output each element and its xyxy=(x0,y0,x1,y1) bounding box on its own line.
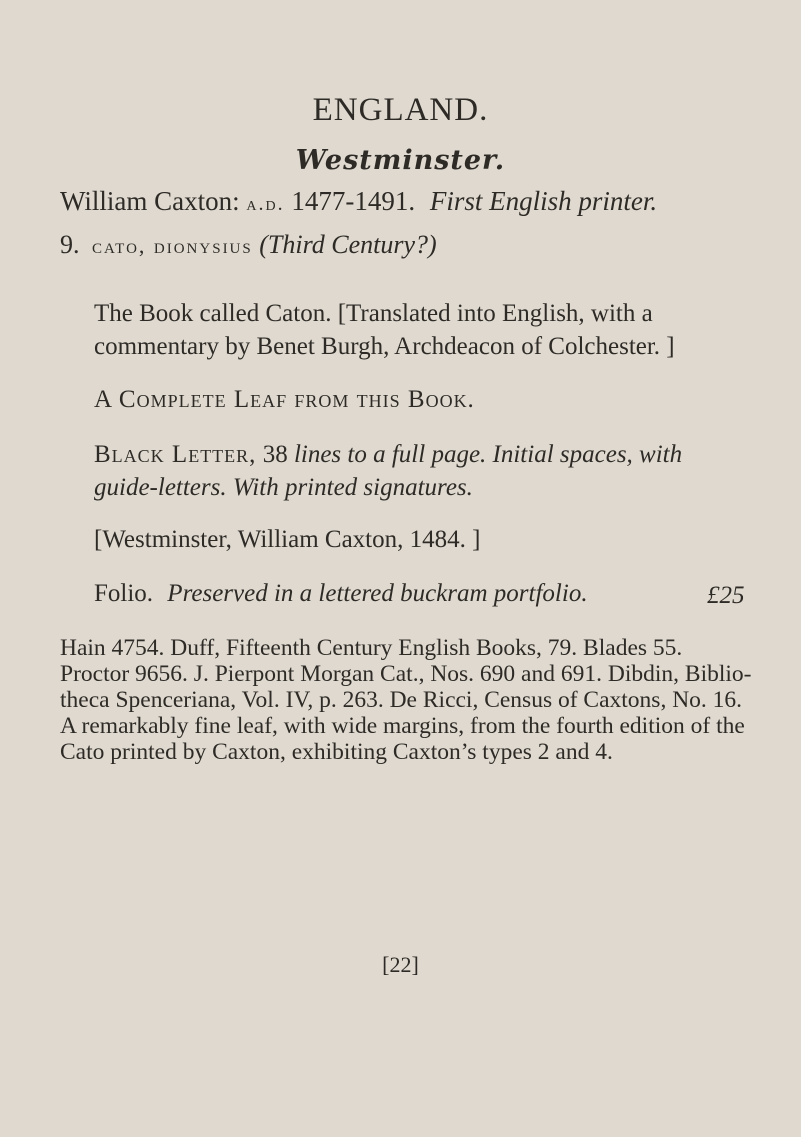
title-line-2: commentary by Benet Burgh, Archdeacon of Colchester. ] xyxy=(94,333,675,360)
entry-century: (Third Century?) xyxy=(259,230,437,259)
entry-header xyxy=(60,230,437,260)
printer-dates: 1477-1491. xyxy=(291,186,416,216)
printer-note: First English printer. xyxy=(429,186,658,216)
printer-line xyxy=(60,186,657,217)
imprint-line: [Westminster, William Caxton, 1484. ] xyxy=(94,526,481,553)
price: £25 xyxy=(707,582,745,609)
entry-author: cato, dionysius xyxy=(92,233,253,258)
reference-line-1: Hain 4754. Duff, Fifteenth Century English Books, 79. Blades 55. xyxy=(60,635,683,661)
title-line-1: The Book called Caton. [Translated into English, with a xyxy=(94,300,653,327)
letter-line xyxy=(94,441,682,469)
lines-count: 38 xyxy=(262,441,288,468)
format: Folio. xyxy=(94,580,154,607)
city-heading: Westminster. xyxy=(295,145,506,176)
page-number: [22] xyxy=(382,952,419,977)
binding: Preserved in a lettered buckram portfolio. xyxy=(167,580,588,607)
reference-line-3: theca Spenceriana, Vol. IV, p. 263. De Ricci, Census of Caxtons, No. 16. xyxy=(60,687,743,713)
country-heading: ENGLAND. xyxy=(312,92,489,128)
reference-line-5: Cato printed by Caxton, exhibiting Caxton’s types 2 and 4. xyxy=(60,739,613,765)
guide-letters-line: guide-letters. With printed signatures. xyxy=(94,474,473,501)
printer-name: William Caxton: xyxy=(60,186,240,216)
printer-dates-label: a.d. xyxy=(246,193,285,215)
letter-type: Black Letter, xyxy=(94,441,257,468)
format-line xyxy=(94,580,588,608)
lines-desc: lines to a full page. Initial spaces, with xyxy=(293,441,683,468)
leaf-title: A Complete Leaf from this Book. xyxy=(94,386,475,413)
reference-line-4: A remarkably fine leaf, with wide margins, from the fourth edition of the xyxy=(60,713,745,739)
entry-number: 9. xyxy=(60,230,80,259)
reference-line-2: Proctor 9656. J. Pierpont Morgan Cat., Nos. 690 and 691. Dibdin, Biblio- xyxy=(60,661,752,687)
